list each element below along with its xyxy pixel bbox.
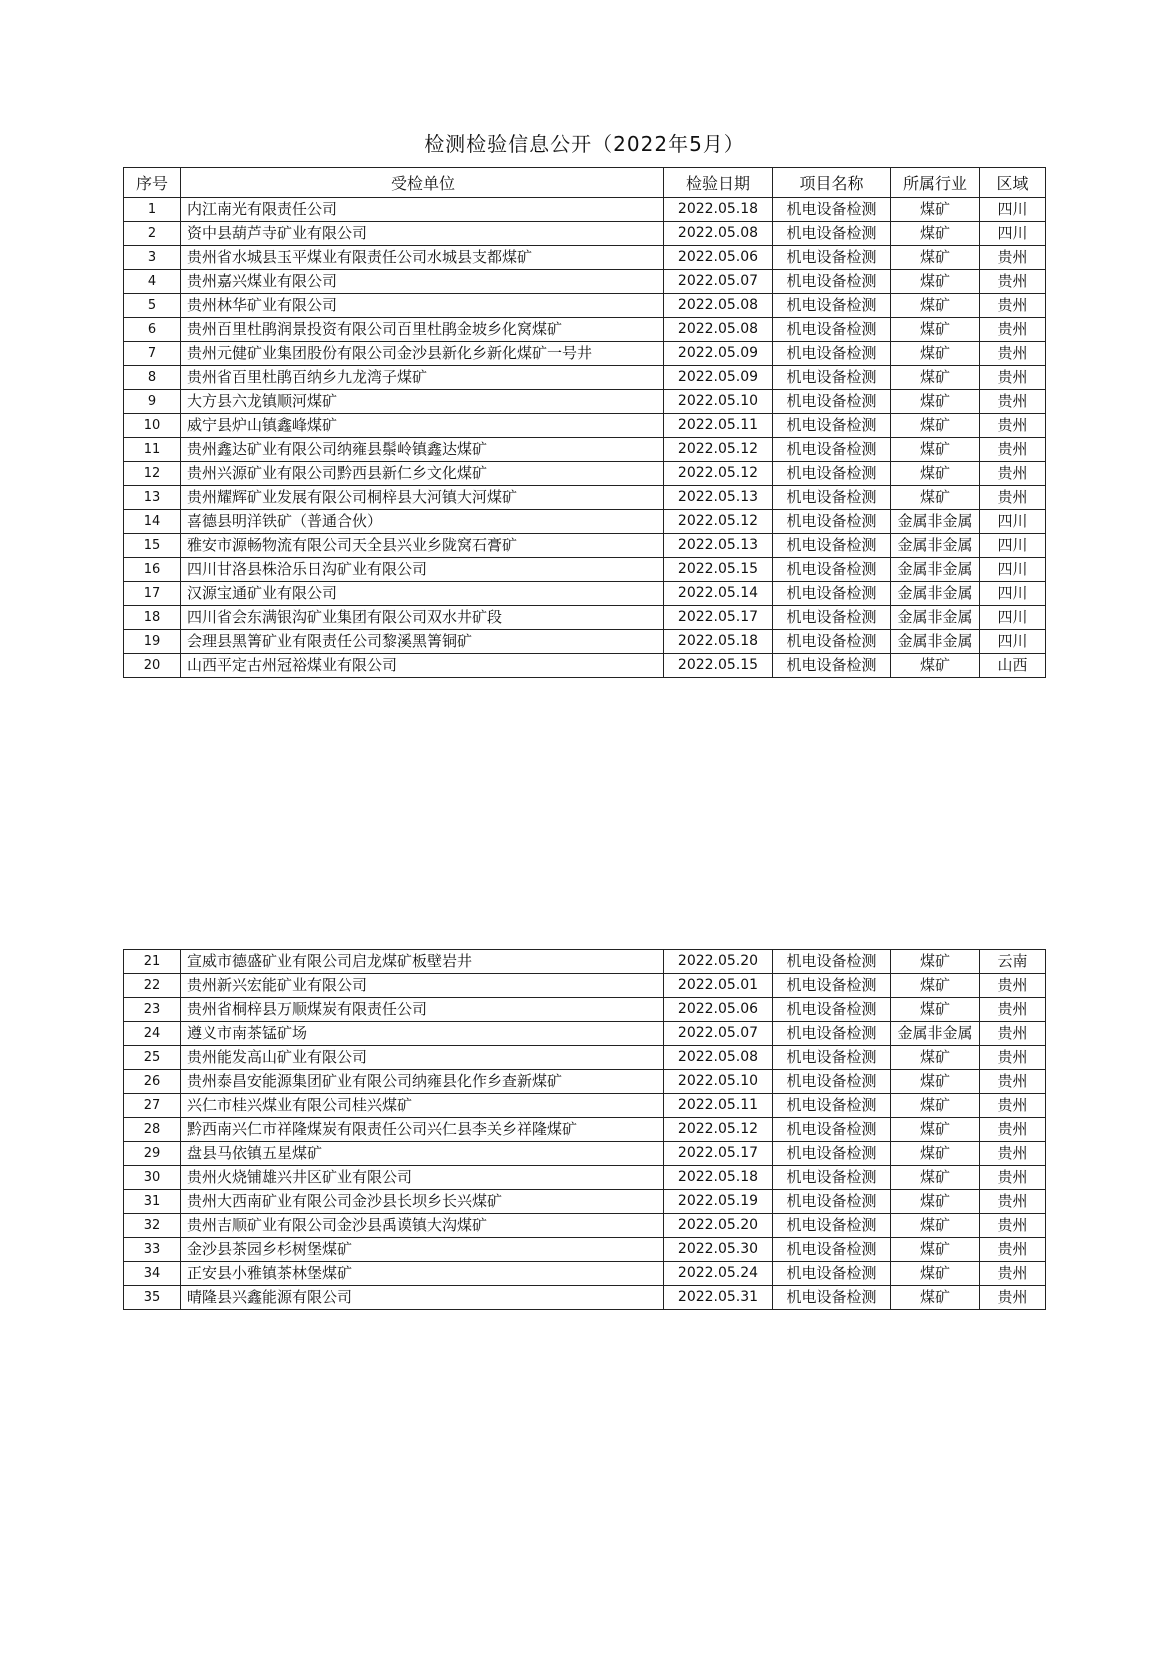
inspected-unit-cell: 大方县六龙镇顺河煤矿 xyxy=(181,390,664,414)
table-row xyxy=(124,414,1046,438)
region-cell: 贵州 xyxy=(980,1022,1046,1046)
table-row xyxy=(124,510,1046,534)
inspected-unit-cell: 兴仁市桂兴煤业有限公司桂兴煤矿 xyxy=(181,1094,664,1118)
region-cell: 贵州 xyxy=(980,998,1046,1022)
region-cell: 四川 xyxy=(980,630,1046,654)
row-number-cell: 34 xyxy=(124,1262,181,1286)
region-cell: 贵州 xyxy=(980,246,1046,270)
row-number-cell: 11 xyxy=(124,438,181,462)
inspection-date-cell: 2022.05.08 xyxy=(664,294,773,318)
row-number-cell: 14 xyxy=(124,510,181,534)
industry-cell: 煤矿 xyxy=(891,462,980,486)
table-row xyxy=(124,950,1046,974)
inspection-date-cell: 2022.05.12 xyxy=(664,462,773,486)
project-name-cell: 机电设备检测 xyxy=(773,462,891,486)
inspection-date-cell: 2022.05.06 xyxy=(664,998,773,1022)
industry-cell: 煤矿 xyxy=(891,1238,980,1262)
table-row xyxy=(124,342,1046,366)
project-name-cell: 机电设备检测 xyxy=(773,1022,891,1046)
table-row xyxy=(124,462,1046,486)
row-number-cell: 10 xyxy=(124,414,181,438)
region-cell: 贵州 xyxy=(980,1046,1046,1070)
inspected-unit-cell: 贵州省百里杜鹃百纳乡九龙湾子煤矿 xyxy=(181,366,664,390)
table-row xyxy=(124,486,1046,510)
region-cell: 贵州 xyxy=(980,1070,1046,1094)
inspected-unit-cell: 贵州大西南矿业有限公司金沙县长坝乡长兴煤矿 xyxy=(181,1190,664,1214)
industry-cell: 煤矿 xyxy=(891,1118,980,1142)
project-name-cell: 机电设备检测 xyxy=(773,342,891,366)
inspected-unit-cell: 贵州耀辉矿业发展有限公司桐梓县大河镇大河煤矿 xyxy=(181,486,664,510)
project-name-cell: 机电设备检测 xyxy=(773,582,891,606)
industry-cell: 煤矿 xyxy=(891,222,980,246)
inspected-unit-cell: 贵州省桐梓县万顺煤炭有限责任公司 xyxy=(181,998,664,1022)
row-number-cell: 20 xyxy=(124,654,181,678)
table-row xyxy=(124,1286,1046,1310)
region-cell: 贵州 xyxy=(980,1142,1046,1166)
inspection-date-cell: 2022.05.18 xyxy=(664,1166,773,1190)
row-number-cell: 2 xyxy=(124,222,181,246)
inspection-date-cell: 2022.05.24 xyxy=(664,1262,773,1286)
table-row xyxy=(124,630,1046,654)
project-name-cell: 机电设备检测 xyxy=(773,198,891,222)
region-cell: 贵州 xyxy=(980,1262,1046,1286)
region-cell: 贵州 xyxy=(980,294,1046,318)
region-cell: 云南 xyxy=(980,950,1046,974)
inspected-unit-cell: 四川甘洛县株洽乐日沟矿业有限公司 xyxy=(181,558,664,582)
inspection-date-cell: 2022.05.17 xyxy=(664,606,773,630)
project-name-cell: 机电设备检测 xyxy=(773,998,891,1022)
table-row xyxy=(124,1118,1046,1142)
region-cell: 贵州 xyxy=(980,438,1046,462)
inspection-date-cell: 2022.05.30 xyxy=(664,1238,773,1262)
inspected-unit-cell: 雅安市源畅物流有限公司天全县兴业乡陇窝石膏矿 xyxy=(181,534,664,558)
table-row xyxy=(124,246,1046,270)
inspection-date-cell: 2022.05.12 xyxy=(664,510,773,534)
region-cell: 山西 xyxy=(980,654,1046,678)
table-row xyxy=(124,1190,1046,1214)
table-row xyxy=(124,606,1046,630)
inspected-unit-cell: 贵州鑫达矿业有限公司纳雍县鬃岭镇鑫达煤矿 xyxy=(181,438,664,462)
project-name-cell: 机电设备检测 xyxy=(773,1238,891,1262)
row-number-cell: 21 xyxy=(124,950,181,974)
header-industry: 所属行业 xyxy=(891,168,980,198)
industry-cell: 煤矿 xyxy=(891,654,980,678)
industry-cell: 煤矿 xyxy=(891,366,980,390)
table-row xyxy=(124,1214,1046,1238)
inspected-unit-cell: 黔西南兴仁市祥隆煤炭有限责任公司兴仁县李关乡祥隆煤矿 xyxy=(181,1118,664,1142)
industry-cell: 煤矿 xyxy=(891,294,980,318)
row-number-cell: 28 xyxy=(124,1118,181,1142)
inspection-date-cell: 2022.05.15 xyxy=(664,558,773,582)
project-name-cell: 机电设备检测 xyxy=(773,1046,891,1070)
inspection-date-cell: 2022.05.08 xyxy=(664,318,773,342)
table-row xyxy=(124,222,1046,246)
inspection-date-cell: 2022.05.14 xyxy=(664,582,773,606)
page-title: 检测检验信息公开（2022年5月） xyxy=(424,132,745,156)
table-row xyxy=(124,270,1046,294)
region-cell: 四川 xyxy=(980,582,1046,606)
inspection-date-cell: 2022.05.07 xyxy=(664,270,773,294)
row-number-cell: 5 xyxy=(124,294,181,318)
project-name-cell: 机电设备检测 xyxy=(773,246,891,270)
industry-cell: 煤矿 xyxy=(891,1214,980,1238)
project-name-cell: 机电设备检测 xyxy=(773,486,891,510)
row-number-cell: 35 xyxy=(124,1286,181,1310)
project-name-cell: 机电设备检测 xyxy=(773,654,891,678)
region-cell: 贵州 xyxy=(980,414,1046,438)
header-no: 序号 xyxy=(124,168,181,198)
table-header-row xyxy=(124,168,1046,198)
inspected-unit-cell: 贵州元健矿业集团股份有限公司金沙县新化乡新化煤矿一号井 xyxy=(181,342,664,366)
region-cell: 贵州 xyxy=(980,1238,1046,1262)
region-cell: 贵州 xyxy=(980,1286,1046,1310)
row-number-cell: 24 xyxy=(124,1022,181,1046)
project-name-cell: 机电设备检测 xyxy=(773,558,891,582)
project-name-cell: 机电设备检测 xyxy=(773,974,891,998)
row-number-cell: 18 xyxy=(124,606,181,630)
industry-cell: 金属非金属 xyxy=(891,558,980,582)
project-name-cell: 机电设备检测 xyxy=(773,222,891,246)
industry-cell: 煤矿 xyxy=(891,342,980,366)
inspected-unit-cell: 内江南光有限责任公司 xyxy=(181,198,664,222)
project-name-cell: 机电设备检测 xyxy=(773,390,891,414)
project-name-cell: 机电设备检测 xyxy=(773,534,891,558)
table-row xyxy=(124,1262,1046,1286)
region-cell: 贵州 xyxy=(980,1214,1046,1238)
table-row xyxy=(124,998,1046,1022)
inspection-table-1 xyxy=(123,167,1046,678)
table-row xyxy=(124,198,1046,222)
inspection-date-cell: 2022.05.10 xyxy=(664,1070,773,1094)
industry-cell: 金属非金属 xyxy=(891,1022,980,1046)
inspected-unit-cell: 贵州兴源矿业有限公司黔西县新仁乡文化煤矿 xyxy=(181,462,664,486)
table-body-1 xyxy=(124,198,1046,678)
table-row xyxy=(124,582,1046,606)
inspected-unit-cell: 盘县马依镇五星煤矿 xyxy=(181,1142,664,1166)
industry-cell: 煤矿 xyxy=(891,1070,980,1094)
row-number-cell: 8 xyxy=(124,366,181,390)
table-row xyxy=(124,1022,1046,1046)
inspection-date-cell: 2022.05.12 xyxy=(664,438,773,462)
row-number-cell: 23 xyxy=(124,998,181,1022)
table-row xyxy=(124,974,1046,998)
row-number-cell: 31 xyxy=(124,1190,181,1214)
row-number-cell: 6 xyxy=(124,318,181,342)
row-number-cell: 4 xyxy=(124,270,181,294)
industry-cell: 煤矿 xyxy=(891,270,980,294)
industry-cell: 煤矿 xyxy=(891,198,980,222)
project-name-cell: 机电设备检测 xyxy=(773,950,891,974)
region-cell: 四川 xyxy=(980,222,1046,246)
row-number-cell: 16 xyxy=(124,558,181,582)
industry-cell: 煤矿 xyxy=(891,1046,980,1070)
table-row xyxy=(124,1094,1046,1118)
inspection-date-cell: 2022.05.08 xyxy=(664,222,773,246)
row-number-cell: 27 xyxy=(124,1094,181,1118)
region-cell: 贵州 xyxy=(980,270,1046,294)
inspected-unit-cell: 贵州泰昌安能源集团矿业有限公司纳雍县化作乡查新煤矿 xyxy=(181,1070,664,1094)
inspected-unit-cell: 晴隆县兴鑫能源有限公司 xyxy=(181,1286,664,1310)
inspected-unit-cell: 威宁县炉山镇鑫峰煤矿 xyxy=(181,414,664,438)
project-name-cell: 机电设备检测 xyxy=(773,414,891,438)
row-number-cell: 3 xyxy=(124,246,181,270)
table-body-2 xyxy=(124,950,1046,1310)
inspection-date-cell: 2022.05.18 xyxy=(664,630,773,654)
industry-cell: 煤矿 xyxy=(891,438,980,462)
region-cell: 贵州 xyxy=(980,486,1046,510)
table-row xyxy=(124,1046,1046,1070)
inspected-unit-cell: 贵州省水城县玉平煤业有限责任公司水城县支都煤矿 xyxy=(181,246,664,270)
project-name-cell: 机电设备检测 xyxy=(773,1094,891,1118)
inspection-date-cell: 2022.05.15 xyxy=(664,654,773,678)
inspected-unit-cell: 资中县葫芦寺矿业有限公司 xyxy=(181,222,664,246)
row-number-cell: 26 xyxy=(124,1070,181,1094)
project-name-cell: 机电设备检测 xyxy=(773,366,891,390)
table-row xyxy=(124,318,1046,342)
project-name-cell: 机电设备检测 xyxy=(773,1118,891,1142)
header-project: 项目名称 xyxy=(773,168,891,198)
industry-cell: 煤矿 xyxy=(891,1286,980,1310)
inspected-unit-cell: 山西平定古州冠裕煤业有限公司 xyxy=(181,654,664,678)
header-date: 检验日期 xyxy=(664,168,773,198)
industry-cell: 煤矿 xyxy=(891,246,980,270)
row-number-cell: 29 xyxy=(124,1142,181,1166)
table-row xyxy=(124,294,1046,318)
row-number-cell: 12 xyxy=(124,462,181,486)
project-name-cell: 机电设备检测 xyxy=(773,1142,891,1166)
industry-cell: 煤矿 xyxy=(891,950,980,974)
inspection-date-cell: 2022.05.20 xyxy=(664,950,773,974)
row-number-cell: 33 xyxy=(124,1238,181,1262)
region-cell: 贵州 xyxy=(980,1094,1046,1118)
region-cell: 四川 xyxy=(980,510,1046,534)
inspection-date-cell: 2022.05.09 xyxy=(664,342,773,366)
inspected-unit-cell: 贵州能发高山矿业有限公司 xyxy=(181,1046,664,1070)
region-cell: 贵州 xyxy=(980,318,1046,342)
industry-cell: 煤矿 xyxy=(891,1166,980,1190)
industry-cell: 煤矿 xyxy=(891,318,980,342)
inspected-unit-cell: 宣威市德盛矿业有限公司启龙煤矿板壁岩井 xyxy=(181,950,664,974)
row-number-cell: 17 xyxy=(124,582,181,606)
project-name-cell: 机电设备检测 xyxy=(773,510,891,534)
region-cell: 贵州 xyxy=(980,1118,1046,1142)
table-row xyxy=(124,438,1046,462)
inspected-unit-cell: 贵州百里杜鹃润景投资有限公司百里杜鹃金坡乡化窝煤矿 xyxy=(181,318,664,342)
project-name-cell: 机电设备检测 xyxy=(773,318,891,342)
row-number-cell: 7 xyxy=(124,342,181,366)
industry-cell: 煤矿 xyxy=(891,1142,980,1166)
table-row xyxy=(124,654,1046,678)
row-number-cell: 15 xyxy=(124,534,181,558)
region-cell: 四川 xyxy=(980,198,1046,222)
project-name-cell: 机电设备检测 xyxy=(773,1262,891,1286)
industry-cell: 煤矿 xyxy=(891,1094,980,1118)
industry-cell: 煤矿 xyxy=(891,486,980,510)
project-name-cell: 机电设备检测 xyxy=(773,438,891,462)
inspected-unit-cell: 金沙县茶园乡杉树堡煤矿 xyxy=(181,1238,664,1262)
inspected-unit-cell: 汉源宝通矿业有限公司 xyxy=(181,582,664,606)
industry-cell: 金属非金属 xyxy=(891,534,980,558)
row-number-cell: 1 xyxy=(124,198,181,222)
inspected-unit-cell: 贵州嘉兴煤业有限公司 xyxy=(181,270,664,294)
header-unit: 受检单位 xyxy=(181,168,664,198)
row-number-cell: 22 xyxy=(124,974,181,998)
region-cell: 四川 xyxy=(980,534,1046,558)
industry-cell: 金属非金属 xyxy=(891,582,980,606)
inspected-unit-cell: 四川省会东满银沟矿业集团有限公司双水井矿段 xyxy=(181,606,664,630)
project-name-cell: 机电设备检测 xyxy=(773,1166,891,1190)
inspection-table-2 xyxy=(123,949,1046,1310)
table-row xyxy=(124,558,1046,582)
inspection-date-cell: 2022.05.17 xyxy=(664,1142,773,1166)
inspected-unit-cell: 贵州火烧铺雄兴井区矿业有限公司 xyxy=(181,1166,664,1190)
region-cell: 贵州 xyxy=(980,1190,1046,1214)
inspection-date-cell: 2022.05.10 xyxy=(664,390,773,414)
table-row xyxy=(124,1142,1046,1166)
header-region: 区域 xyxy=(980,168,1046,198)
inspection-date-cell: 2022.05.12 xyxy=(664,1118,773,1142)
region-cell: 贵州 xyxy=(980,390,1046,414)
project-name-cell: 机电设备检测 xyxy=(773,1286,891,1310)
region-cell: 贵州 xyxy=(980,974,1046,998)
project-name-cell: 机电设备检测 xyxy=(773,1190,891,1214)
inspected-unit-cell: 贵州林华矿业有限公司 xyxy=(181,294,664,318)
table-row xyxy=(124,366,1046,390)
region-cell: 贵州 xyxy=(980,1166,1046,1190)
industry-cell: 煤矿 xyxy=(891,390,980,414)
row-number-cell: 30 xyxy=(124,1166,181,1190)
table-row xyxy=(124,1070,1046,1094)
region-cell: 四川 xyxy=(980,558,1046,582)
inspected-unit-cell: 贵州新兴宏能矿业有限公司 xyxy=(181,974,664,998)
inspection-date-cell: 2022.05.13 xyxy=(664,534,773,558)
project-name-cell: 机电设备检测 xyxy=(773,1214,891,1238)
inspected-unit-cell: 会理县黑箐矿业有限责任公司黎溪黑箐铜矿 xyxy=(181,630,664,654)
row-number-cell: 32 xyxy=(124,1214,181,1238)
inspection-date-cell: 2022.05.07 xyxy=(664,1022,773,1046)
inspection-date-cell: 2022.05.13 xyxy=(664,486,773,510)
table-row xyxy=(124,1238,1046,1262)
inspection-date-cell: 2022.05.08 xyxy=(664,1046,773,1070)
row-number-cell: 13 xyxy=(124,486,181,510)
table-row xyxy=(124,1166,1046,1190)
region-cell: 贵州 xyxy=(980,366,1046,390)
inspection-date-cell: 2022.05.31 xyxy=(664,1286,773,1310)
inspection-date-cell: 2022.05.11 xyxy=(664,414,773,438)
project-name-cell: 机电设备检测 xyxy=(773,630,891,654)
table-row xyxy=(124,390,1046,414)
row-number-cell: 19 xyxy=(124,630,181,654)
region-cell: 贵州 xyxy=(980,342,1046,366)
project-name-cell: 机电设备检测 xyxy=(773,270,891,294)
inspection-date-cell: 2022.05.11 xyxy=(664,1094,773,1118)
project-name-cell: 机电设备检测 xyxy=(773,606,891,630)
industry-cell: 金属非金属 xyxy=(891,510,980,534)
inspection-date-cell: 2022.05.20 xyxy=(664,1214,773,1238)
industry-cell: 煤矿 xyxy=(891,974,980,998)
industry-cell: 煤矿 xyxy=(891,414,980,438)
region-cell: 四川 xyxy=(980,606,1046,630)
row-number-cell: 25 xyxy=(124,1046,181,1070)
industry-cell: 金属非金属 xyxy=(891,630,980,654)
inspection-date-cell: 2022.05.19 xyxy=(664,1190,773,1214)
region-cell: 贵州 xyxy=(980,462,1046,486)
inspection-date-cell: 2022.05.09 xyxy=(664,366,773,390)
industry-cell: 煤矿 xyxy=(891,998,980,1022)
inspected-unit-cell: 遵义市南茶锰矿场 xyxy=(181,1022,664,1046)
inspected-unit-cell: 喜德县明洋铁矿（普通合伙） xyxy=(181,510,664,534)
industry-cell: 煤矿 xyxy=(891,1262,980,1286)
table-row xyxy=(124,534,1046,558)
project-name-cell: 机电设备检测 xyxy=(773,294,891,318)
inspected-unit-cell: 贵州吉顺矿业有限公司金沙县禹谟镇大沟煤矿 xyxy=(181,1214,664,1238)
industry-cell: 煤矿 xyxy=(891,1190,980,1214)
inspection-date-cell: 2022.05.01 xyxy=(664,974,773,998)
project-name-cell: 机电设备检测 xyxy=(773,1070,891,1094)
inspection-date-cell: 2022.05.06 xyxy=(664,246,773,270)
inspected-unit-cell: 正安县小雅镇茶林堡煤矿 xyxy=(181,1262,664,1286)
inspection-date-cell: 2022.05.18 xyxy=(664,198,773,222)
row-number-cell: 9 xyxy=(124,390,181,414)
industry-cell: 金属非金属 xyxy=(891,606,980,630)
